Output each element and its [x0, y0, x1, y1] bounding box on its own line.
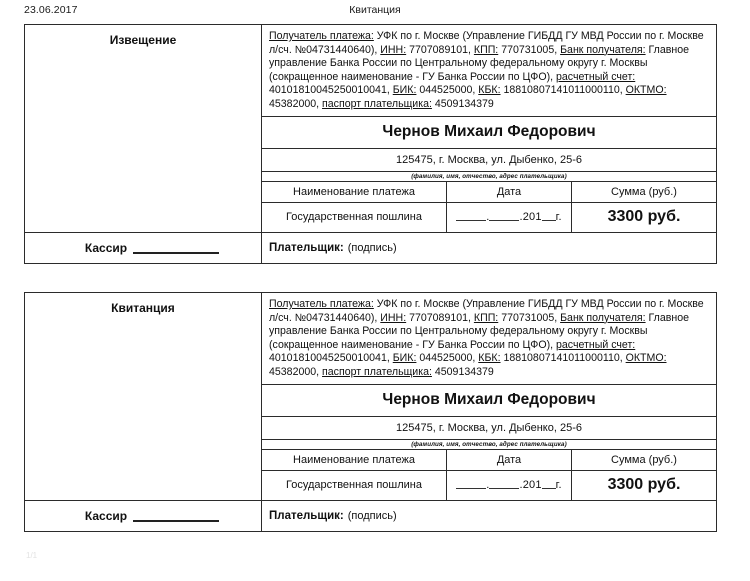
receipt-block-receipt: [24, 292, 717, 532]
oktmo-value: 45382000,: [269, 97, 323, 110]
payment-name-value: Государственная пошлина: [262, 203, 447, 232]
passport-label: паспорт плательщика:: [322, 97, 432, 110]
receipt-left-column: [25, 25, 262, 263]
cashier-label: Кассир: [84, 240, 128, 255]
payer-name: Чернов Михаил Федорович: [262, 384, 716, 416]
receipt-grid: [25, 293, 716, 531]
payer-name: Чернов Михаил Федорович: [262, 116, 716, 148]
payment-table-header-row: [262, 450, 716, 471]
cashier-signature-line[interactable]: [133, 241, 219, 254]
bank-value: Главное управление Банка России по Центральному федеральному округу г. Москвы (сокращенное наименование - ГУ Банка России по ЦФО),: [269, 311, 689, 351]
payer-signature-note: (подпись): [347, 241, 397, 254]
column-header-date: Дата: [447, 450, 572, 470]
account-value: 40101810045250010041,: [269, 352, 393, 365]
inn-label: ИНН:: [380, 43, 407, 56]
passport-label: паспорт плательщика:: [322, 365, 432, 378]
kbk-label: КБК:: [478, 84, 501, 97]
date-blank-pattern: . .201 г.: [456, 478, 562, 491]
payer-address: 125475, г. Москва, ул. Дыбенко, 25-6: [262, 416, 716, 439]
bank-value: Главное управление Банка России по Центральному федеральному округу г. Москвы (сокращенное наименование - ГУ Банка России по ЦФО),: [269, 43, 689, 83]
passport-value: 4509134379: [431, 365, 494, 378]
bik-label: БИК:: [392, 352, 417, 365]
account-label: расчетный счет:: [556, 70, 636, 83]
bik-value: 044525000,: [416, 84, 479, 97]
requisites-text: [262, 293, 716, 384]
date-year-prefix: .201: [519, 479, 542, 492]
payment-table-header-row: [262, 182, 716, 203]
receipt-label: Квитанция: [111, 301, 175, 315]
date-year-tail: г.: [555, 211, 562, 224]
date-blank-pattern: . .201 г.: [456, 210, 562, 223]
oktmo-label: ОКТМО:: [625, 84, 667, 97]
date-year-blank[interactable]: [542, 478, 556, 489]
kpp-value: 770731005,: [498, 311, 561, 324]
account-value: 40101810045250010041,: [269, 84, 393, 97]
date-year-blank[interactable]: [542, 210, 556, 221]
page-number-artifact: 1/1: [26, 551, 38, 560]
recipient-value: УФК по г. Москве (Управление ГИБДД ГУ МВД России по г. Москве л/сч. №04731440640),: [269, 298, 704, 324]
payment-table-row: [262, 203, 716, 232]
receipt-block-notice: [24, 24, 717, 264]
page-title: Квитанция: [349, 4, 401, 16]
passport-value: 4509134379: [431, 97, 494, 110]
kpp-label: КПП:: [473, 43, 499, 56]
cashier-row: [25, 500, 261, 531]
inn-label: ИНН:: [380, 311, 407, 324]
payment-date-field[interactable]: [447, 203, 572, 232]
kpp-value: 770731005,: [498, 43, 561, 56]
date-month-blank[interactable]: [489, 210, 519, 221]
receipt-label: Извещение: [109, 33, 177, 47]
recipient-label: Получатель платежа:: [269, 298, 374, 310]
payer-signature-label: Плательщик:: [269, 241, 344, 254]
cashier-signature-line[interactable]: [133, 509, 219, 522]
kbk-value: 18810807141011000110,: [500, 84, 626, 97]
payer-signature-note: (подпись): [347, 509, 397, 522]
column-header-name: Наименование платежа: [262, 450, 447, 470]
requisites-text: [262, 25, 716, 116]
payer-signature-row: [262, 232, 716, 263]
inn-value: 7707089101,: [406, 43, 474, 56]
bank-label: Банк получателя:: [560, 311, 646, 324]
payment-sum-value: 3300 руб.: [607, 475, 681, 493]
payment-sum-value: 3300 руб.: [607, 207, 681, 225]
payment-table: [262, 181, 716, 232]
receipt-grid: [25, 25, 716, 263]
payment-table-row: [262, 471, 716, 500]
cashier-label: Кассир: [84, 508, 128, 523]
column-header-sum: Сумма (руб.): [611, 453, 677, 466]
column-header-sum: Сумма (руб.): [611, 185, 677, 198]
bank-label: Банк получателя:: [560, 43, 646, 56]
receipt-left-column: [25, 293, 262, 531]
column-header-name: Наименование платежа: [262, 182, 447, 202]
account-label: расчетный счет:: [556, 338, 636, 351]
recipient-value: УФК по г. Москве (Управление ГИБДД ГУ МВД России по г. Москве л/сч. №04731440640),: [269, 30, 704, 56]
inn-value: 7707089101,: [406, 311, 474, 324]
oktmo-label: ОКТМО:: [625, 352, 667, 365]
column-header-date: Дата: [447, 182, 572, 202]
bik-value: 044525000,: [416, 352, 479, 365]
page-header: [0, 0, 750, 24]
page-date: 23.06.2017: [24, 4, 78, 16]
payer-caption: (фамилия, имя, отчество, адрес плательщика): [262, 439, 716, 449]
date-month-blank[interactable]: [489, 478, 519, 489]
payment-name-value: Государственная пошлина: [262, 471, 447, 500]
oktmo-value: 45382000,: [269, 365, 323, 378]
date-year-tail: г.: [555, 479, 562, 492]
payment-date-field[interactable]: [447, 471, 572, 500]
date-year-prefix: .201: [519, 211, 542, 224]
kbk-label: КБК:: [478, 352, 501, 365]
payer-address: 125475, г. Москва, ул. Дыбенко, 25-6: [262, 148, 716, 171]
receipt-right-column: [262, 25, 716, 263]
date-day-blank[interactable]: [456, 210, 486, 221]
payer-signature-row: [262, 500, 716, 531]
payment-table: [262, 449, 716, 500]
bik-label: БИК:: [392, 84, 417, 97]
kpp-label: КПП:: [473, 311, 499, 324]
receipt-right-column: [262, 293, 716, 531]
recipient-label: Получатель платежа:: [269, 30, 374, 42]
cashier-row: [25, 232, 261, 263]
date-day-blank[interactable]: [456, 478, 486, 489]
kbk-value: 18810807141011000110,: [500, 352, 626, 365]
payer-caption: (фамилия, имя, отчество, адрес плательщика): [262, 171, 716, 181]
payer-signature-label: Плательщик:: [269, 509, 344, 522]
